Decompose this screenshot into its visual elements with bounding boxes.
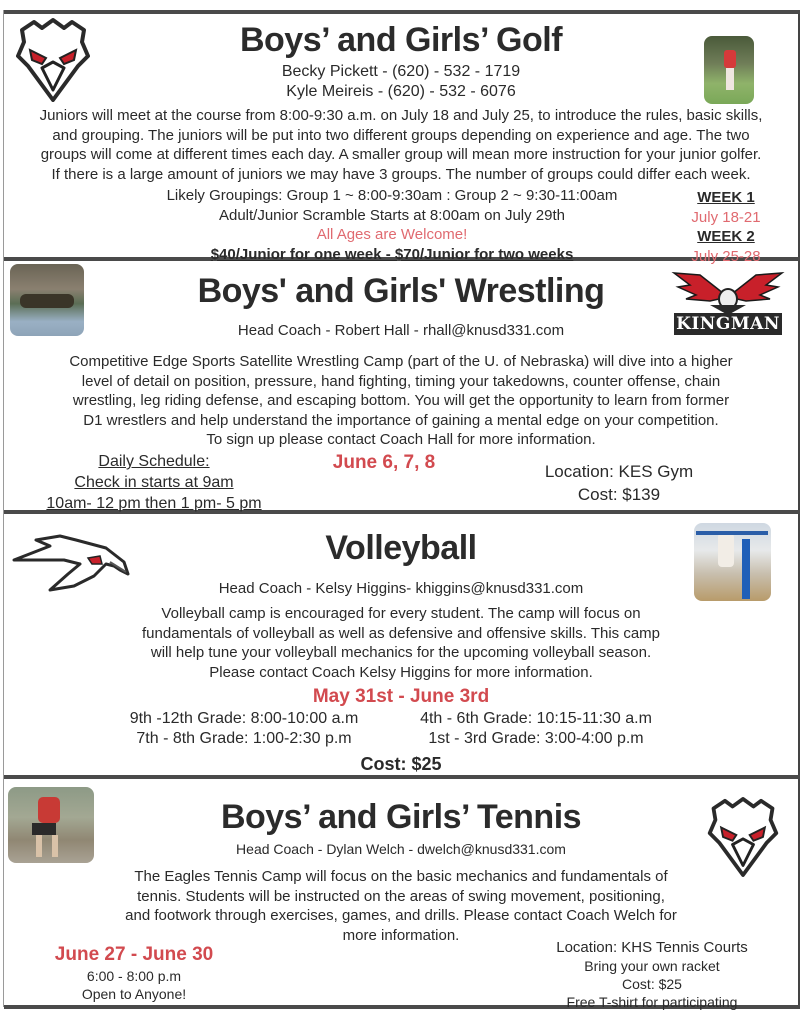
week-label: WEEK 1	[697, 189, 755, 206]
golf-title: Boys’ and Girls’ Golf	[239, 21, 563, 59]
schedule-line: Check in starts at 9am	[74, 474, 234, 491]
volleyball-description-line: will help tune your volleyball mechanics for the upcoming volleyball season.	[150, 644, 652, 661]
tennis-cost: Cost: $25	[622, 976, 682, 992]
wrestling-location-cost	[514, 460, 724, 506]
week-dates: July 25-28	[691, 247, 761, 265]
golf-description-line: and grouping. The juniors will be put into two different groups depending on experience and age. The two	[52, 126, 750, 144]
wrestling-section	[4, 261, 798, 510]
volleyball-description	[4, 604, 798, 682]
golf-description-line: groups will come at different times each day. A smaller group will mean more instruction for your junior golfer.	[40, 146, 762, 163]
tennis-description-line: more information.	[342, 926, 460, 944]
flyer-page	[3, 10, 800, 1010]
tennis-dates: June 27 - June 30	[54, 944, 214, 965]
volleyball-title: Volleyball	[325, 529, 477, 567]
golf-weeks	[676, 188, 776, 266]
week-label: WEEK 2	[697, 228, 755, 245]
golf-groupings: Likely Groupings: Group 1 ~ 8:00-9:30am : Group 2 ~ 9:30-11:00am	[166, 187, 618, 204]
wrestling-description-line: To sign up please contact Coach Hall for more information.	[206, 431, 596, 448]
golf-contacts	[4, 62, 798, 102]
golf-details	[104, 186, 680, 264]
golf-section	[4, 14, 798, 265]
tennis-description-line: tennis. Students will be instructed on the areas of swing movement, positioning,	[137, 887, 665, 905]
tennis-open: Open to Anyone!	[81, 986, 187, 1002]
wrestling-description-line: level of detail on position, pressure, hand fighting, timing your takedowns, counter offense, chain	[81, 372, 721, 390]
golf-contact: Kyle Meireis - (620) - 532 - 6076	[286, 83, 516, 100]
golf-description-line: Juniors will meet at the course from 8:00-9:30 a.m. on July 18 and July 25, to introduce the rules, basic skills,	[39, 107, 763, 124]
tennis-description-line: The Eagles Tennis Camp will focus on the basic mechanics and fundamentals of	[134, 868, 668, 885]
tennis-time: 6:00 - 8:00 p.m	[86, 968, 182, 984]
grade-schedule: 7th - 8th Grade: 1:00-2:30 p.m	[136, 730, 352, 747]
golf-scramble: Adult/Junior Scramble Starts at 8:00am on July 29th	[218, 206, 565, 224]
tennis-section	[4, 779, 798, 1010]
volleyball-description-line: Volleyball camp is encouraged for every student. The camp will focus on	[161, 605, 641, 622]
volleyball-description-line: Please contact Coach Kelsy Higgins for more information.	[209, 663, 593, 681]
golf-description	[4, 106, 798, 184]
volleyball-grades-left	[104, 709, 384, 749]
eagle-wings-icon	[670, 271, 786, 315]
kingman-wordmark: KINGMAN	[674, 313, 782, 335]
week-dates: July 18-21	[691, 208, 761, 226]
volleyball-grades-right	[396, 709, 676, 749]
volleyball-description-line: fundamentals of volleyball as well as defensive and offensive skills. This camp	[141, 624, 661, 642]
grade-schedule: 9th -12th Grade: 8:00-10:00 a.m	[129, 710, 359, 727]
tennis-dates-block	[24, 943, 244, 1003]
wrestling-dates: June 6, 7, 8	[332, 452, 436, 473]
tennis-tshirt: Free T-shirt for participating	[566, 994, 738, 1010]
wrestling-schedule	[24, 451, 284, 514]
wrestling-description-line: D1 wrestlers and help understand the importance of gaining a mental edge on your competition.	[83, 411, 719, 429]
grade-schedule: 1st - 3rd Grade: 3:00-4:00 p.m	[428, 730, 644, 747]
volleyball-dates: May 31st - June 3rd	[312, 686, 490, 707]
wrestling-cost: Cost: $139	[577, 485, 661, 504]
volleyball-photo	[694, 523, 771, 601]
tennis-description	[4, 867, 798, 945]
tennis-details	[534, 939, 770, 1011]
tennis-racket: Bring your own racket	[584, 958, 720, 974]
tennis-location: Location: KHS Tennis Courts	[556, 939, 748, 956]
tennis-description-line: and footwork through exercises, games, and drills. Please contact Coach Welch for	[125, 907, 677, 924]
tennis-title: Boys’ and Girls’ Tennis	[220, 798, 582, 836]
wrestling-description	[4, 352, 798, 450]
wrestling-location: Location: KES Gym	[544, 462, 694, 481]
golf-pricing: $40/Junior for one week - $70/Junior for two weeks	[210, 245, 574, 263]
tennis-coach: Head Coach - Dylan Welch - dwelch@knusd331.com	[236, 841, 566, 857]
volleyball-section	[4, 514, 798, 775]
schedule-line: 10am- 12 pm then 1 pm- 5 pm	[46, 495, 262, 512]
wrestling-description-line: Competitive Edge Sports Satellite Wrestling Camp (part of the U. of Nebraska) will dive into a higher	[69, 353, 733, 370]
wrestling-description-line: wrestling, leg riding defense, and escaping bottom. You will get the opportunity to learn from former	[72, 392, 730, 409]
grade-schedule: 4th - 6th Grade: 10:15-11:30 a.m	[420, 710, 652, 727]
volleyball-coach: Head Coach - Kelsy Higgins- khiggins@knusd331.com	[218, 580, 584, 597]
golf-contact: Becky Pickett - (620) - 532 - 1719	[281, 63, 521, 80]
volleyball-cost: Cost: $25	[360, 754, 442, 774]
eagle-head-icon	[704, 795, 782, 877]
schedule-line: Daily Schedule:	[98, 453, 210, 470]
golfer-photo	[704, 36, 754, 104]
golf-description-line: If there is a large amount of juniors we may have 3 groups. The number of groups could differ each week.	[51, 165, 751, 183]
wrestling-title: Boys' and Girls' Wrestling	[197, 272, 605, 310]
wrestling-coach: Head Coach - Robert Hall - rhall@knusd331.com	[237, 322, 565, 339]
kingman-logo	[670, 271, 786, 337]
golf-welcome: All Ages are Welcome!	[316, 226, 468, 243]
